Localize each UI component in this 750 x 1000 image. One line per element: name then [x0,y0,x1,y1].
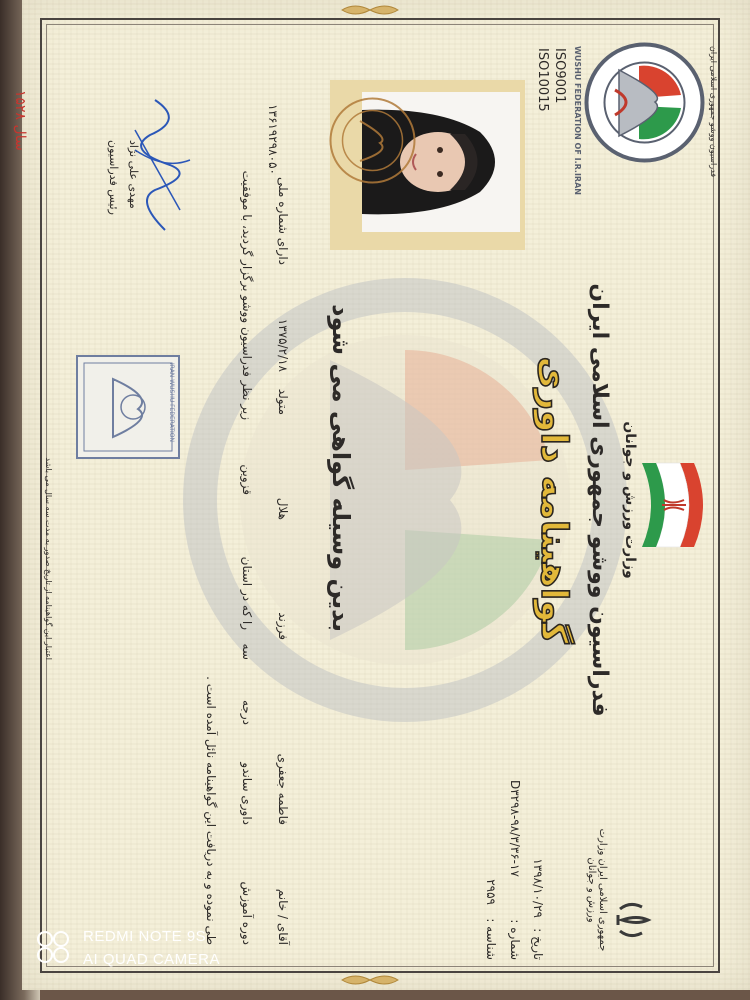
date-value: ۱۳۹۸/۱۰/۲۹ [531,858,545,918]
iran-flag-icon [624,455,712,555]
body-label-child-of: فرزند [276,612,290,640]
body-province: قزوین [240,464,254,495]
body-father-name: هلال [276,497,290,520]
iso-10015: ISO10015 [535,48,550,112]
body-course-name: داوری ساندو [240,762,254,825]
body-label-national-id: دارای شماره ملی [276,177,290,265]
number-value: D۳۲۹۸-۹۸/۳/۳۶-۱۷ [508,780,522,877]
signatory-title: رئیس فدراسیون [107,140,120,215]
validity-note: اعتبار این گواهینامه از تاریخ صدور به مدت سه سال می باشد [44,457,53,660]
body-national-id: ۱۳۶۱۹۲۹۸۰۵۰ [266,104,280,175]
certificate-subtitle: بدین وسیله گواهی می شود [327,304,355,632]
body-label-mr-mrs: آقای / خانم [276,888,290,945]
body-name: فاطمه جعفری [276,753,290,825]
page-title: گواهینامه داوری [533,356,574,644]
body-grade: سه [240,643,254,660]
body-label-province: را که در استان [240,556,254,630]
number-label: شماره : [508,919,522,960]
signatory-name: مهدی علی نژاد [127,140,140,209]
iran-emblem-icon [612,895,652,945]
stamp-text: IRAN WUSHU FEDERATION [168,363,175,443]
quad-camera-icon [35,929,71,965]
id-value: ۲۹۵۹ [484,879,498,905]
body-line3: طی نموده و به دریافت این گواهینامه نائل آمده است . [204,676,218,945]
photo-seal-stamp [325,93,420,188]
body-label-course: دوره آموزش [240,881,254,945]
date-label: تاریخ : [531,928,545,960]
body-label-grade: درجه [240,700,254,725]
camera-watermark [35,925,265,973]
body-birth-date: ۱۳۷۵/۲/۱۸ [276,318,290,372]
body-label-born: متولد [276,388,290,415]
wushu-federation-logo [582,40,707,165]
camera-model: REDMI NOTE 9S [83,928,207,945]
body-line2-rest: زیر نظر فدراسیون ووشو برگزار گردید، با موفقیت [240,170,254,420]
camera-label: AI QUAD CAMERA [83,951,221,968]
emblem-caption: جمهوری اسلامی ایران وزارت ورزش و جوانان [586,828,608,952]
ministry-header: وزارت ورزش و جوانان [622,421,638,579]
federation-stamp [76,355,180,459]
id-label: شناسه : [484,918,498,960]
iso-9001: ISO9001 [552,48,567,104]
handwritten-note: سال ۱۵۲۸ [12,90,28,151]
logo-fa-text: فدراسیون ووشو جمهوری اسلامی ایران [709,46,718,178]
logo-en-text: WUSHU FEDERATION OF I.R.IRAN [573,46,582,195]
stamp-emblem-icon [78,357,178,457]
federation-name: فدراسیون ووشو جمهوری اسلامی ایران [587,283,612,717]
